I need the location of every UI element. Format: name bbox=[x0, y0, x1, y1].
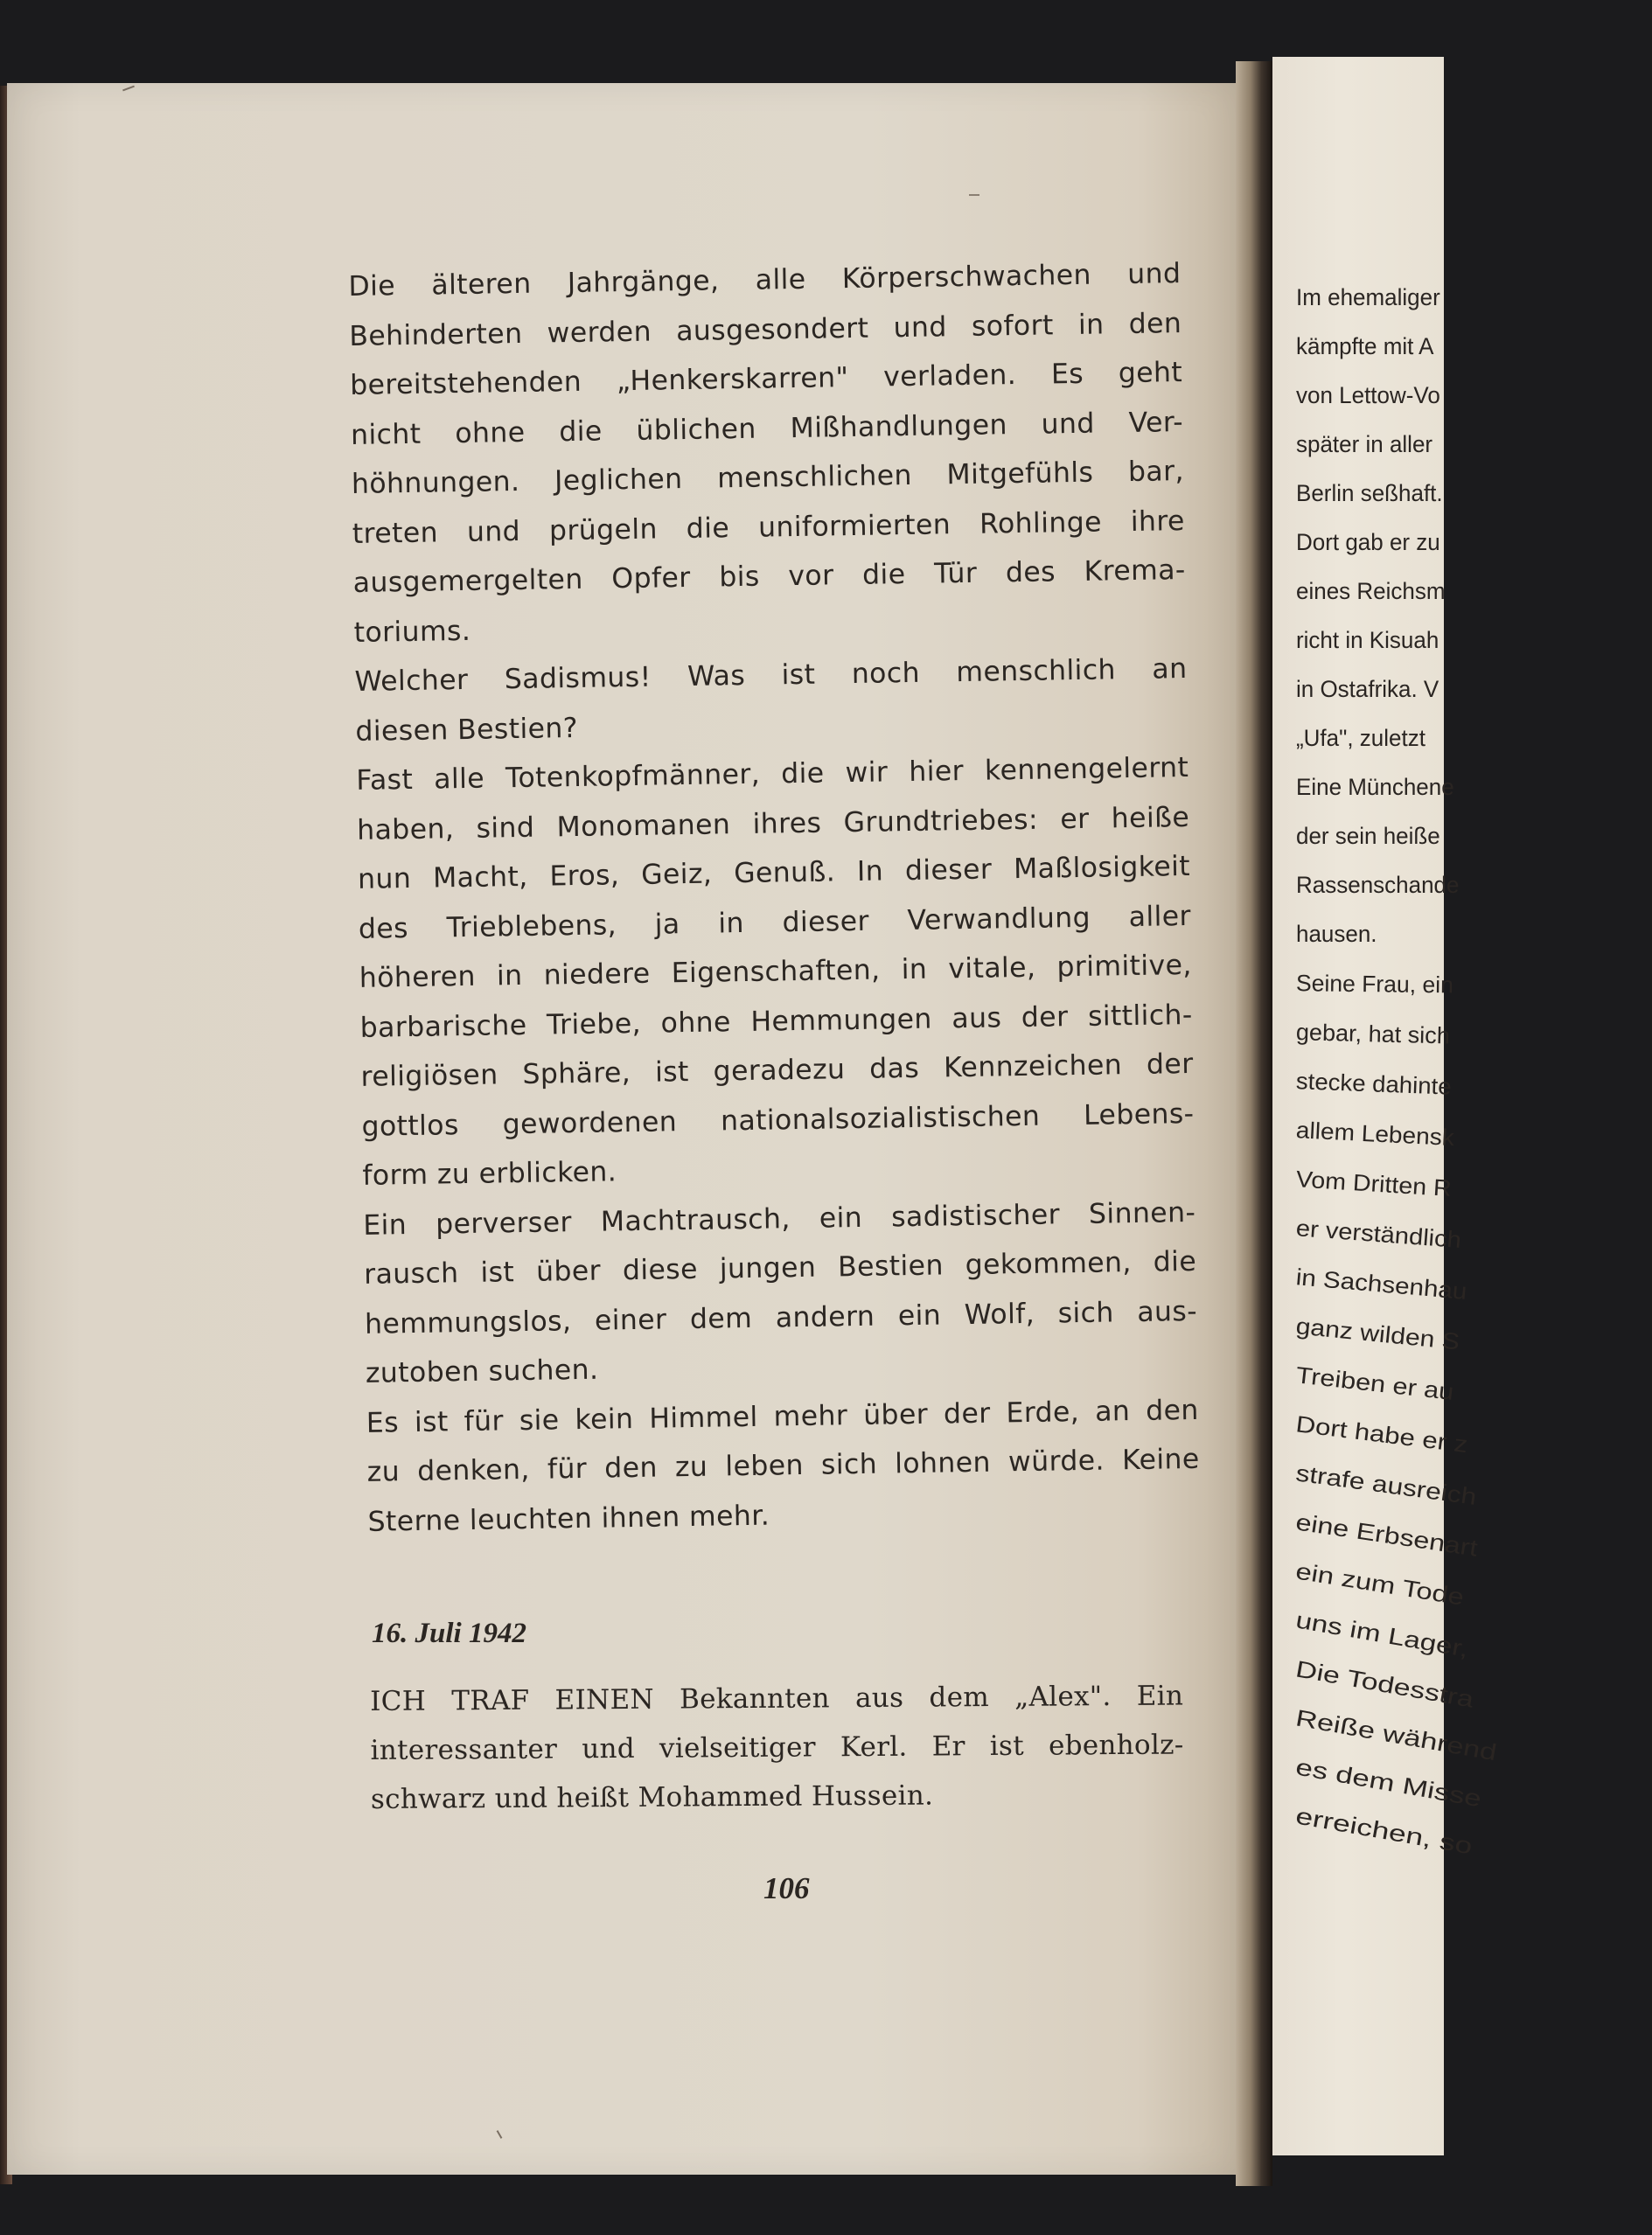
text-line: hemmungslos, einer dem andern ein Wolf, sich aus- bbox=[364, 1295, 1198, 1340]
text-line: höhnungen. Jeglichen menschlichen Mitgefühls bar, bbox=[351, 456, 1185, 500]
right-page-line: richt in Kisuah bbox=[1296, 626, 1439, 654]
right-page-line: erreichen, so bbox=[1293, 1801, 1474, 1860]
right-page-line: in Ostafrika. V bbox=[1296, 675, 1439, 703]
text-line: nicht ohne die üblichen Mißhandlungen und Ver- bbox=[350, 406, 1184, 451]
entry-line: ICH TRAF EINEN Bekannten aus dem „Alex". Ein bbox=[370, 1680, 1184, 1717]
right-page-line: es dem Misse bbox=[1293, 1752, 1484, 1813]
text-line: diesen Bestien? bbox=[355, 712, 579, 748]
right-page-line: gebar, hat sich bbox=[1295, 1018, 1451, 1049]
text-line: zutoben suchen. bbox=[365, 1354, 599, 1389]
right-page-line: später in aller bbox=[1296, 430, 1433, 458]
text-line: nun Macht, Eros, Geiz, Genuß. In dieser Maßlosigkeit bbox=[357, 850, 1191, 895]
right-page-line: ganz wilden S bbox=[1294, 1312, 1461, 1355]
entry-line: interessanter und vielseitiger Kerl. Er ist ebenholz- bbox=[370, 1729, 1184, 1766]
right-page-line: von Lettow-Vo bbox=[1296, 381, 1440, 409]
right-page-line: Im ehemaliger bbox=[1296, 283, 1440, 311]
text-line: Welcher Sadismus! Was ist noch menschlich an bbox=[354, 652, 1188, 698]
text-line: des Trieblebens, ja in dieser Verwandlung aller bbox=[358, 900, 1192, 945]
text-line: haben, sind Monomanen ihres Grundtriebes: er heiße bbox=[356, 801, 1190, 846]
right-page-text bbox=[1293, 273, 1558, 1860]
text-line: barbarische Triebe, ohne Hemmungen aus der sittlich- bbox=[359, 999, 1193, 1044]
right-page-line: Eine Münchene bbox=[1296, 773, 1454, 801]
right-page-line: eine Erbsenart bbox=[1293, 1507, 1480, 1562]
right-page-line: Die Todesstra bbox=[1293, 1654, 1476, 1713]
right-page-line: allem Lebensk bbox=[1295, 1116, 1455, 1152]
right-page-line: eines Reichsm bbox=[1296, 577, 1446, 605]
text-line: Sterne leuchten ihnen mehr. bbox=[367, 1500, 770, 1538]
right-page-line: Dort habe er z bbox=[1294, 1410, 1470, 1459]
text-line: zu denken, für den zu leben sich lohnen würde. Keine bbox=[366, 1443, 1200, 1488]
right-page-line: hausen. bbox=[1296, 920, 1377, 948]
page-number: 106 bbox=[763, 1871, 810, 1905]
right-page-line: er verständlich bbox=[1294, 1214, 1462, 1254]
right-page-line: in Sachsenhau bbox=[1294, 1263, 1468, 1305]
right-page-line: Treiben er au bbox=[1294, 1361, 1455, 1406]
right-page-line: kämpfte mit A bbox=[1296, 332, 1434, 360]
right-page-line: ein zum Tode bbox=[1293, 1556, 1467, 1611]
book-gutter bbox=[1236, 61, 1272, 2186]
text-line: Die älteren Jahrgänge, alle Körperschwachen und bbox=[348, 258, 1181, 303]
right-page-line: Reiße während bbox=[1293, 1703, 1499, 1766]
text-line: Ein perverser Machtrausch, ein sadistischer Sinnen- bbox=[363, 1196, 1196, 1242]
date-heading: 16. Juli 1942 bbox=[372, 1618, 526, 1649]
text-line: form zu erblicken. bbox=[362, 1156, 617, 1192]
text-line: treten und prügeln die uniformierten Rohlinge ihre bbox=[352, 505, 1186, 550]
text-line: Fast alle Totenkopfmänner, die wir hier kennengelernt bbox=[356, 751, 1189, 797]
entry-text bbox=[370, 1672, 1184, 1824]
text-line: religiösen Sphäre, ist geradezu das Kennzeichen der bbox=[360, 1048, 1194, 1093]
right-page-line: Dort gab er zu bbox=[1296, 528, 1440, 556]
body-text bbox=[348, 249, 1201, 1547]
entry-line: schwarz und heißt Mohammed Hussein. bbox=[370, 1779, 934, 1815]
text-line: Es ist für sie kein Himmel mehr über der Erde, an den bbox=[366, 1394, 1200, 1439]
text-line: Behinderten werden ausgesondert und sofort in den bbox=[349, 307, 1182, 352]
right-page-line: strafe ausreich bbox=[1293, 1459, 1479, 1511]
paper-mark bbox=[969, 194, 979, 196]
right-page-line: stecke dahinte bbox=[1295, 1067, 1453, 1100]
text-line: gottlos gewordenen nationalsozialistischen Lebens- bbox=[361, 1097, 1195, 1143]
text-line: ausgemergelten Opfer bis vor die Tür des Krema- bbox=[352, 554, 1186, 599]
right-page-line: uns im Lager, bbox=[1293, 1605, 1471, 1663]
right-page-line: Berlin seßhaft. bbox=[1296, 479, 1443, 507]
text-line: bereitstehenden „Henkerskarren" verladen. Es geht bbox=[349, 357, 1183, 401]
right-page-line: Seine Frau, ein bbox=[1295, 969, 1454, 999]
right-page-line: Rassenschande bbox=[1296, 871, 1460, 899]
text-line: rausch ist über diese jungen Bestien gekommen, die bbox=[363, 1245, 1197, 1291]
right-page-line: der sein heiße bbox=[1296, 822, 1440, 850]
text-line: toriums. bbox=[353, 615, 471, 649]
right-page-line: „Ufa", zuletzt bbox=[1296, 724, 1425, 752]
text-line: höheren in niedere Eigenschaften, in vitale, primitive, bbox=[359, 949, 1193, 994]
right-page-line: Vom Dritten R bbox=[1295, 1165, 1453, 1202]
